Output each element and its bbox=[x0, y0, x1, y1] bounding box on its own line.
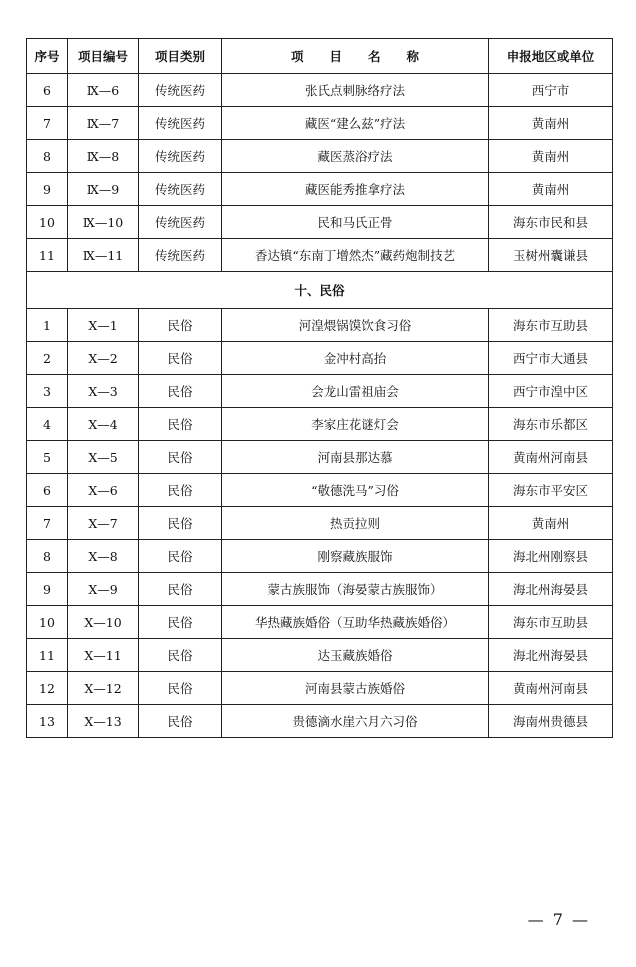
row-project-code: Ⅹ—5 bbox=[68, 441, 139, 474]
row-region: 海东市民和县 bbox=[489, 206, 613, 239]
table-row bbox=[27, 206, 613, 239]
row-project-code: Ⅹ—10 bbox=[68, 606, 139, 639]
row-region: 海北州海晏县 bbox=[489, 639, 613, 672]
row-project-code: Ⅸ—6 bbox=[68, 74, 139, 107]
row-category: 民俗 bbox=[139, 606, 222, 639]
page-number: — 7 — bbox=[527, 910, 590, 929]
row-serial: 10 bbox=[27, 206, 68, 239]
row-region: 黄南州 bbox=[489, 173, 613, 206]
row-region: 黄南州河南县 bbox=[489, 441, 613, 474]
row-region: 黄南州 bbox=[489, 507, 613, 540]
row-region: 海南州贵德县 bbox=[489, 705, 613, 738]
row-project-name: 藏医蒸浴疗法 bbox=[222, 140, 489, 173]
row-project-code: Ⅹ—6 bbox=[68, 474, 139, 507]
row-region: 黄南州 bbox=[489, 107, 613, 140]
row-region: 海东市平安区 bbox=[489, 474, 613, 507]
table-row bbox=[27, 140, 613, 173]
header-serial: 序号 bbox=[27, 39, 68, 74]
row-serial: 11 bbox=[27, 639, 68, 672]
header-category: 项目类别 bbox=[139, 39, 222, 74]
row-category: 传统医药 bbox=[139, 140, 222, 173]
row-project-name: 河湟煨锅馍饮食习俗 bbox=[222, 309, 489, 342]
row-project-code: Ⅸ—10 bbox=[68, 206, 139, 239]
row-project-code: Ⅸ—8 bbox=[68, 140, 139, 173]
row-category: 民俗 bbox=[139, 408, 222, 441]
row-region: 黄南州河南县 bbox=[489, 672, 613, 705]
row-project-code: Ⅹ—11 bbox=[68, 639, 139, 672]
row-serial: 9 bbox=[27, 173, 68, 206]
row-category: 民俗 bbox=[139, 375, 222, 408]
row-project-name: 刚察藏族服饰 bbox=[222, 540, 489, 573]
table-row bbox=[27, 672, 613, 705]
row-project-name: 华热藏族婚俗（互助华热藏族婚俗） bbox=[222, 606, 489, 639]
row-project-code: Ⅹ—7 bbox=[68, 507, 139, 540]
row-project-name: 香达镇“东南丁增然杰”藏药炮制技艺 bbox=[222, 239, 489, 272]
row-region: 玉树州囊谦县 bbox=[489, 239, 613, 272]
header-project-name: 项目名称 bbox=[222, 39, 489, 74]
row-project-name: 藏医“建么兹”疗法 bbox=[222, 107, 489, 140]
row-category: 民俗 bbox=[139, 705, 222, 738]
table-row bbox=[27, 705, 613, 738]
table-row bbox=[27, 375, 613, 408]
row-project-name: 民和马氏正骨 bbox=[222, 206, 489, 239]
row-category: 民俗 bbox=[139, 309, 222, 342]
row-project-name: 贵德滴水崖六月六习俗 bbox=[222, 705, 489, 738]
row-serial: 6 bbox=[27, 74, 68, 107]
row-project-code: Ⅸ—11 bbox=[68, 239, 139, 272]
row-serial: 1 bbox=[27, 309, 68, 342]
row-category: 民俗 bbox=[139, 672, 222, 705]
table-row bbox=[27, 309, 613, 342]
table-row bbox=[27, 173, 613, 206]
header-project-code: 项目编号 bbox=[68, 39, 139, 74]
row-serial: 8 bbox=[27, 540, 68, 573]
row-region: 西宁市湟中区 bbox=[489, 375, 613, 408]
row-region: 西宁市 bbox=[489, 74, 613, 107]
row-region: 海东市乐都区 bbox=[489, 408, 613, 441]
row-project-code: Ⅸ—7 bbox=[68, 107, 139, 140]
table-row bbox=[27, 239, 613, 272]
row-project-code: Ⅹ—1 bbox=[68, 309, 139, 342]
row-serial: 11 bbox=[27, 239, 68, 272]
row-project-name: 河南县那达慕 bbox=[222, 441, 489, 474]
row-project-name: 河南县蒙古族婚俗 bbox=[222, 672, 489, 705]
row-project-code: Ⅹ—2 bbox=[68, 342, 139, 375]
row-project-code: Ⅹ—13 bbox=[68, 705, 139, 738]
row-serial: 4 bbox=[27, 408, 68, 441]
table-row bbox=[27, 639, 613, 672]
section-row bbox=[27, 272, 613, 309]
row-region: 西宁市大通县 bbox=[489, 342, 613, 375]
table-row bbox=[27, 606, 613, 639]
section-title: 十、民俗 bbox=[27, 272, 613, 309]
table-row bbox=[27, 507, 613, 540]
row-category: 民俗 bbox=[139, 441, 222, 474]
row-category: 民俗 bbox=[139, 573, 222, 606]
row-project-name: 会龙山雷祖庙会 bbox=[222, 375, 489, 408]
row-serial: 9 bbox=[27, 573, 68, 606]
row-project-code: Ⅹ—3 bbox=[68, 375, 139, 408]
row-serial: 8 bbox=[27, 140, 68, 173]
row-category: 传统医药 bbox=[139, 239, 222, 272]
row-region: 海东市互助县 bbox=[489, 309, 613, 342]
row-serial: 5 bbox=[27, 441, 68, 474]
row-region: 海北州海晏县 bbox=[489, 573, 613, 606]
row-project-name: 张氏点刺脉络疗法 bbox=[222, 74, 489, 107]
table-header-row bbox=[27, 39, 613, 74]
row-serial: 6 bbox=[27, 474, 68, 507]
table-row bbox=[27, 408, 613, 441]
row-category: 民俗 bbox=[139, 639, 222, 672]
row-category: 民俗 bbox=[139, 342, 222, 375]
row-serial: 7 bbox=[27, 107, 68, 140]
row-project-name: 达玉藏族婚俗 bbox=[222, 639, 489, 672]
row-region: 海北州刚察县 bbox=[489, 540, 613, 573]
row-category: 传统医药 bbox=[139, 74, 222, 107]
header-region: 申报地区或单位 bbox=[489, 39, 613, 74]
table-row bbox=[27, 107, 613, 140]
row-project-name: 蒙古族服饰（海晏蒙古族服饰） bbox=[222, 573, 489, 606]
row-category: 民俗 bbox=[139, 507, 222, 540]
row-project-name: 金冲村高抬 bbox=[222, 342, 489, 375]
row-project-code: Ⅹ—4 bbox=[68, 408, 139, 441]
row-project-name: “敬德洗马”习俗 bbox=[222, 474, 489, 507]
table-row bbox=[27, 540, 613, 573]
row-category: 民俗 bbox=[139, 540, 222, 573]
table-row bbox=[27, 74, 613, 107]
row-serial: 13 bbox=[27, 705, 68, 738]
row-serial: 2 bbox=[27, 342, 68, 375]
row-project-code: Ⅹ—8 bbox=[68, 540, 139, 573]
row-project-name: 热贡拉则 bbox=[222, 507, 489, 540]
row-serial: 10 bbox=[27, 606, 68, 639]
table-row bbox=[27, 441, 613, 474]
row-serial: 7 bbox=[27, 507, 68, 540]
row-category: 民俗 bbox=[139, 474, 222, 507]
row-project-name: 藏医能秀推拿疗法 bbox=[222, 173, 489, 206]
table-row bbox=[27, 573, 613, 606]
table-row bbox=[27, 474, 613, 507]
row-category: 传统医药 bbox=[139, 206, 222, 239]
row-project-code: Ⅹ—12 bbox=[68, 672, 139, 705]
row-project-name: 李家庄花谜灯会 bbox=[222, 408, 489, 441]
heritage-project-table bbox=[26, 38, 613, 738]
row-category: 传统医药 bbox=[139, 107, 222, 140]
row-region: 黄南州 bbox=[489, 140, 613, 173]
table-row bbox=[27, 342, 613, 375]
row-project-code: Ⅹ—9 bbox=[68, 573, 139, 606]
row-project-code: Ⅸ—9 bbox=[68, 173, 139, 206]
row-serial: 3 bbox=[27, 375, 68, 408]
row-category: 传统医药 bbox=[139, 173, 222, 206]
row-serial: 12 bbox=[27, 672, 68, 705]
row-region: 海东市互助县 bbox=[489, 606, 613, 639]
